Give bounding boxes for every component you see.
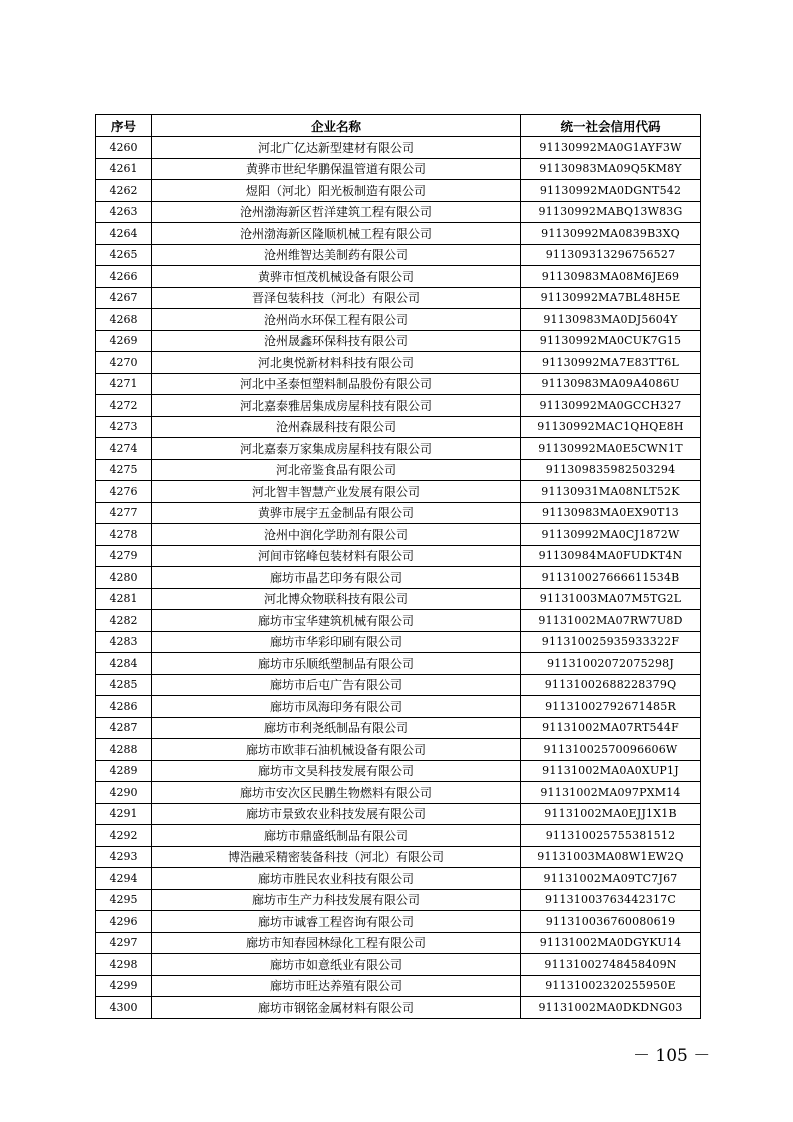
credit-code-cell: 91131002792671485R: [521, 696, 701, 718]
serial-number-cell: 4284: [96, 653, 152, 675]
credit-code-cell: 91130992MA0GCCH327: [521, 395, 701, 417]
serial-number-cell: 4273: [96, 416, 152, 438]
enterprise-name-cell: 廊坊市钢铭金属材料有限公司: [152, 997, 521, 1019]
enterprise-name-cell: 廊坊市欧菲石油机械设备有限公司: [152, 739, 521, 761]
serial-number-cell: 4288: [96, 739, 152, 761]
serial-number-cell: 4268: [96, 309, 152, 331]
serial-number-cell: 4270: [96, 352, 152, 374]
enterprise-name-cell: 廊坊市晶艺印务有限公司: [152, 567, 521, 589]
table-row: [96, 502, 701, 524]
table-row: [96, 739, 701, 761]
table-row: [96, 911, 701, 933]
credit-code-cell: 91131002MA07RW7U8D: [521, 610, 701, 632]
enterprise-name-cell: 河北奥悦新材料科技有限公司: [152, 352, 521, 374]
credit-code-cell: 91130992MA0E5CWN1T: [521, 438, 701, 460]
table-row: [96, 201, 701, 223]
table-row: [96, 223, 701, 245]
credit-code-cell: 91130992MA0G1AYF3W: [521, 137, 701, 159]
table-row: [96, 244, 701, 266]
credit-code-cell: 91130983MA08M6JE69: [521, 266, 701, 288]
table-row: [96, 868, 701, 890]
credit-code-cell: 91131002748458409N: [521, 954, 701, 976]
serial-number-cell: 4280: [96, 567, 152, 589]
serial-number-cell: 4298: [96, 954, 152, 976]
enterprise-name-cell: 晋泽包装科技（河北）有限公司: [152, 287, 521, 309]
table-row: [96, 395, 701, 417]
credit-code-cell: 91131002320255950E: [521, 975, 701, 997]
serial-number-cell: 4261: [96, 158, 152, 180]
table-row: [96, 352, 701, 374]
enterprise-name-cell: 黄骅市恒茂机械设备有限公司: [152, 266, 521, 288]
credit-code-cell: 91131002688228379Q: [521, 674, 701, 696]
table-row: [96, 782, 701, 804]
serial-number-cell: 4263: [96, 201, 152, 223]
enterprise-name-cell: 廊坊市景致农业科技发展有限公司: [152, 803, 521, 825]
credit-code-cell: 91131002MA0EJJ1X1B: [521, 803, 701, 825]
table-row: [96, 975, 701, 997]
serial-number-cell: 4290: [96, 782, 152, 804]
enterprise-name-cell: 河北帝鉴食品有限公司: [152, 459, 521, 481]
serial-number-cell: 4283: [96, 631, 152, 653]
table-header-row: [96, 115, 701, 137]
enterprise-name-cell: 廊坊市宝华建筑机械有限公司: [152, 610, 521, 632]
enterprise-name-cell: 沧州渤海新区哲洋建筑工程有限公司: [152, 201, 521, 223]
table-row: [96, 760, 701, 782]
serial-number-cell: 4281: [96, 588, 152, 610]
enterprise-name-cell: 黄骅市世纪华鹏保温管道有限公司: [152, 158, 521, 180]
serial-number-cell: 4299: [96, 975, 152, 997]
serial-number-cell: 4274: [96, 438, 152, 460]
table-row: [96, 524, 701, 546]
enterprise-name-cell: 廊坊市诚睿工程咨询有限公司: [152, 911, 521, 933]
enterprise-name-cell: 廊坊市如意纸业有限公司: [152, 954, 521, 976]
enterprise-name-cell: 廊坊市鼎盛纸制品有限公司: [152, 825, 521, 847]
credit-code-cell: 91130992MAC1QHQE8H: [521, 416, 701, 438]
table-row: [96, 631, 701, 653]
enterprise-name-cell: 廊坊市安次区民鹏生物燃料有限公司: [152, 782, 521, 804]
enterprise-name-cell: 河北广亿达新型建材有限公司: [152, 137, 521, 159]
table-row: [96, 373, 701, 395]
enterprise-name-cell: 河北中圣泰恒塑料制品股份有限公司: [152, 373, 521, 395]
serial-number-cell: 4289: [96, 760, 152, 782]
enterprise-name-cell: 廊坊市利尧纸制品有限公司: [152, 717, 521, 739]
serial-number-cell: 4264: [96, 223, 152, 245]
enterprise-name-cell: 廊坊市华彩印刷有限公司: [152, 631, 521, 653]
enterprise-name-cell: 河北嘉泰万家集成房屋科技有限公司: [152, 438, 521, 460]
credit-code-cell: 91131003MA07M5TG2L: [521, 588, 701, 610]
serial-number-cell: 4285: [96, 674, 152, 696]
credit-code-cell: 91130992MA0DGNT542: [521, 180, 701, 202]
credit-code-cell: 91130983MA0DJ5604Y: [521, 309, 701, 331]
table-row: [96, 674, 701, 696]
page-number: － 105 －: [633, 1046, 711, 1066]
credit-code-cell: 91130992MABQ13W83G: [521, 201, 701, 223]
credit-code-cell: 91130992MA7E83TT6L: [521, 352, 701, 374]
enterprise-name-cell: 沧州晟鑫环保科技有限公司: [152, 330, 521, 352]
credit-code-cell: 91130931MA08NLT52K: [521, 481, 701, 503]
table-row: [96, 653, 701, 675]
enterprise-name-cell: 廊坊市知春园林绿化工程有限公司: [152, 932, 521, 954]
table-row: [96, 137, 701, 159]
serial-number-cell: 4265: [96, 244, 152, 266]
enterprise-name-cell: 廊坊市旺达养殖有限公司: [152, 975, 521, 997]
table-row: [96, 567, 701, 589]
credit-code-cell: 91131002MA0A0XUP1J: [521, 760, 701, 782]
table-body: [96, 137, 701, 1019]
enterprise-name-cell: 廊坊市后屯广告有限公司: [152, 674, 521, 696]
enterprise-name-cell: 河北智丰智慧产业发展有限公司: [152, 481, 521, 503]
enterprise-name-cell: 廊坊市乐顺纸塑制品有限公司: [152, 653, 521, 675]
serial-number-cell: 4260: [96, 137, 152, 159]
serial-number-cell: 4295: [96, 889, 152, 911]
serial-number-cell: 4266: [96, 266, 152, 288]
table-row: [96, 803, 701, 825]
credit-code-cell: 91131002MA0DGYKU14: [521, 932, 701, 954]
credit-code-cell: 911310036760080619: [521, 911, 701, 933]
table-row: [96, 438, 701, 460]
serial-number-cell: 4277: [96, 502, 152, 524]
table-row: [96, 825, 701, 847]
enterprise-name-cell: 沧州维智达美制药有限公司: [152, 244, 521, 266]
enterprise-table: [95, 114, 701, 1019]
credit-code-cell: 91130992MA7BL48H5E: [521, 287, 701, 309]
serial-number-cell: 4278: [96, 524, 152, 546]
table-row: [96, 180, 701, 202]
serial-number-cell: 4272: [96, 395, 152, 417]
enterprise-name-cell: 河间市铭峰包装材料有限公司: [152, 545, 521, 567]
serial-number-cell: 4275: [96, 459, 152, 481]
credit-code-cell: 91130992MA0CJ1872W: [521, 524, 701, 546]
table-row: [96, 717, 701, 739]
credit-code-cell: 91131002MA0DKDNG03: [521, 997, 701, 1019]
credit-code-cell: 91131002MA07RT544F: [521, 717, 701, 739]
table-row: [96, 266, 701, 288]
serial-number-cell: 4292: [96, 825, 152, 847]
credit-code-cell: 91131002MA09TC7J67: [521, 868, 701, 890]
enterprise-name-cell: 河北嘉泰雅居集成房屋科技有限公司: [152, 395, 521, 417]
serial-number-cell: 4297: [96, 932, 152, 954]
serial-number-cell: 4300: [96, 997, 152, 1019]
table-row: [96, 696, 701, 718]
table-row: [96, 287, 701, 309]
enterprise-name-cell: 博浩融采精密装备科技（河北）有限公司: [152, 846, 521, 868]
table-row: [96, 416, 701, 438]
header-enterprise-name: 企业名称: [152, 115, 521, 137]
serial-number-cell: 4294: [96, 868, 152, 890]
credit-code-cell: 91130984MA0FUDKT4N: [521, 545, 701, 567]
serial-number-cell: 4293: [96, 846, 152, 868]
credit-code-cell: 91130983MA09Q5KM8Y: [521, 158, 701, 180]
enterprise-name-cell: 廊坊市文昊科技发展有限公司: [152, 760, 521, 782]
enterprise-name-cell: 廊坊市凤海印务有限公司: [152, 696, 521, 718]
serial-number-cell: 4276: [96, 481, 152, 503]
serial-number-cell: 4287: [96, 717, 152, 739]
credit-code-cell: 91131002072075298J: [521, 653, 701, 675]
credit-code-cell: 911310027666611534B: [521, 567, 701, 589]
serial-number-cell: 4282: [96, 610, 152, 632]
enterprise-name-cell: 沧州森晟科技有限公司: [152, 416, 521, 438]
credit-code-cell: 91130992MA0CUK7G15: [521, 330, 701, 352]
serial-number-cell: 4279: [96, 545, 152, 567]
serial-number-cell: 4291: [96, 803, 152, 825]
serial-number-cell: 4286: [96, 696, 152, 718]
table-row: [96, 610, 701, 632]
table-row: [96, 954, 701, 976]
table-row: [96, 997, 701, 1019]
table-row: [96, 889, 701, 911]
table-row: [96, 459, 701, 481]
enterprise-name-cell: 廊坊市生产力科技发展有限公司: [152, 889, 521, 911]
enterprise-name-cell: 黄骅市展宇五金制品有限公司: [152, 502, 521, 524]
table-row: [96, 309, 701, 331]
enterprise-name-cell: 沧州渤海新区隆顺机械工程有限公司: [152, 223, 521, 245]
credit-code-cell: 91131002MA097PXM14: [521, 782, 701, 804]
credit-code-cell: 911309835982503294: [521, 459, 701, 481]
header-serial-number: 序号: [96, 115, 152, 137]
enterprise-name-cell: 河北博众物联科技有限公司: [152, 588, 521, 610]
table-row: [96, 545, 701, 567]
credit-code-cell: 911310025935933322F: [521, 631, 701, 653]
credit-code-cell: 91130983MA0EX90T13: [521, 502, 701, 524]
credit-code-cell: 91130983MA09A4086U: [521, 373, 701, 395]
header-credit-code: 统一社会信用代码: [521, 115, 701, 137]
enterprise-name-cell: 煜阳（河北）阳光板制造有限公司: [152, 180, 521, 202]
enterprise-name-cell: 沧州尚水环保工程有限公司: [152, 309, 521, 331]
table-row: [96, 481, 701, 503]
table-row: [96, 158, 701, 180]
table-row: [96, 846, 701, 868]
serial-number-cell: 4296: [96, 911, 152, 933]
enterprise-name-cell: 沧州中润化学助剂有限公司: [152, 524, 521, 546]
serial-number-cell: 4262: [96, 180, 152, 202]
table-row: [96, 588, 701, 610]
serial-number-cell: 4269: [96, 330, 152, 352]
table-row: [96, 330, 701, 352]
serial-number-cell: 4267: [96, 287, 152, 309]
serial-number-cell: 4271: [96, 373, 152, 395]
credit-code-cell: 91131002570096606W: [521, 739, 701, 761]
credit-code-cell: 911309313296756527: [521, 244, 701, 266]
credit-code-cell: 911310025755381512: [521, 825, 701, 847]
credit-code-cell: 91131003763442317C: [521, 889, 701, 911]
table-row: [96, 932, 701, 954]
credit-code-cell: 91130992MA0839B3XQ: [521, 223, 701, 245]
credit-code-cell: 91131003MA08W1EW2Q: [521, 846, 701, 868]
enterprise-name-cell: 廊坊市胜民农业科技有限公司: [152, 868, 521, 890]
